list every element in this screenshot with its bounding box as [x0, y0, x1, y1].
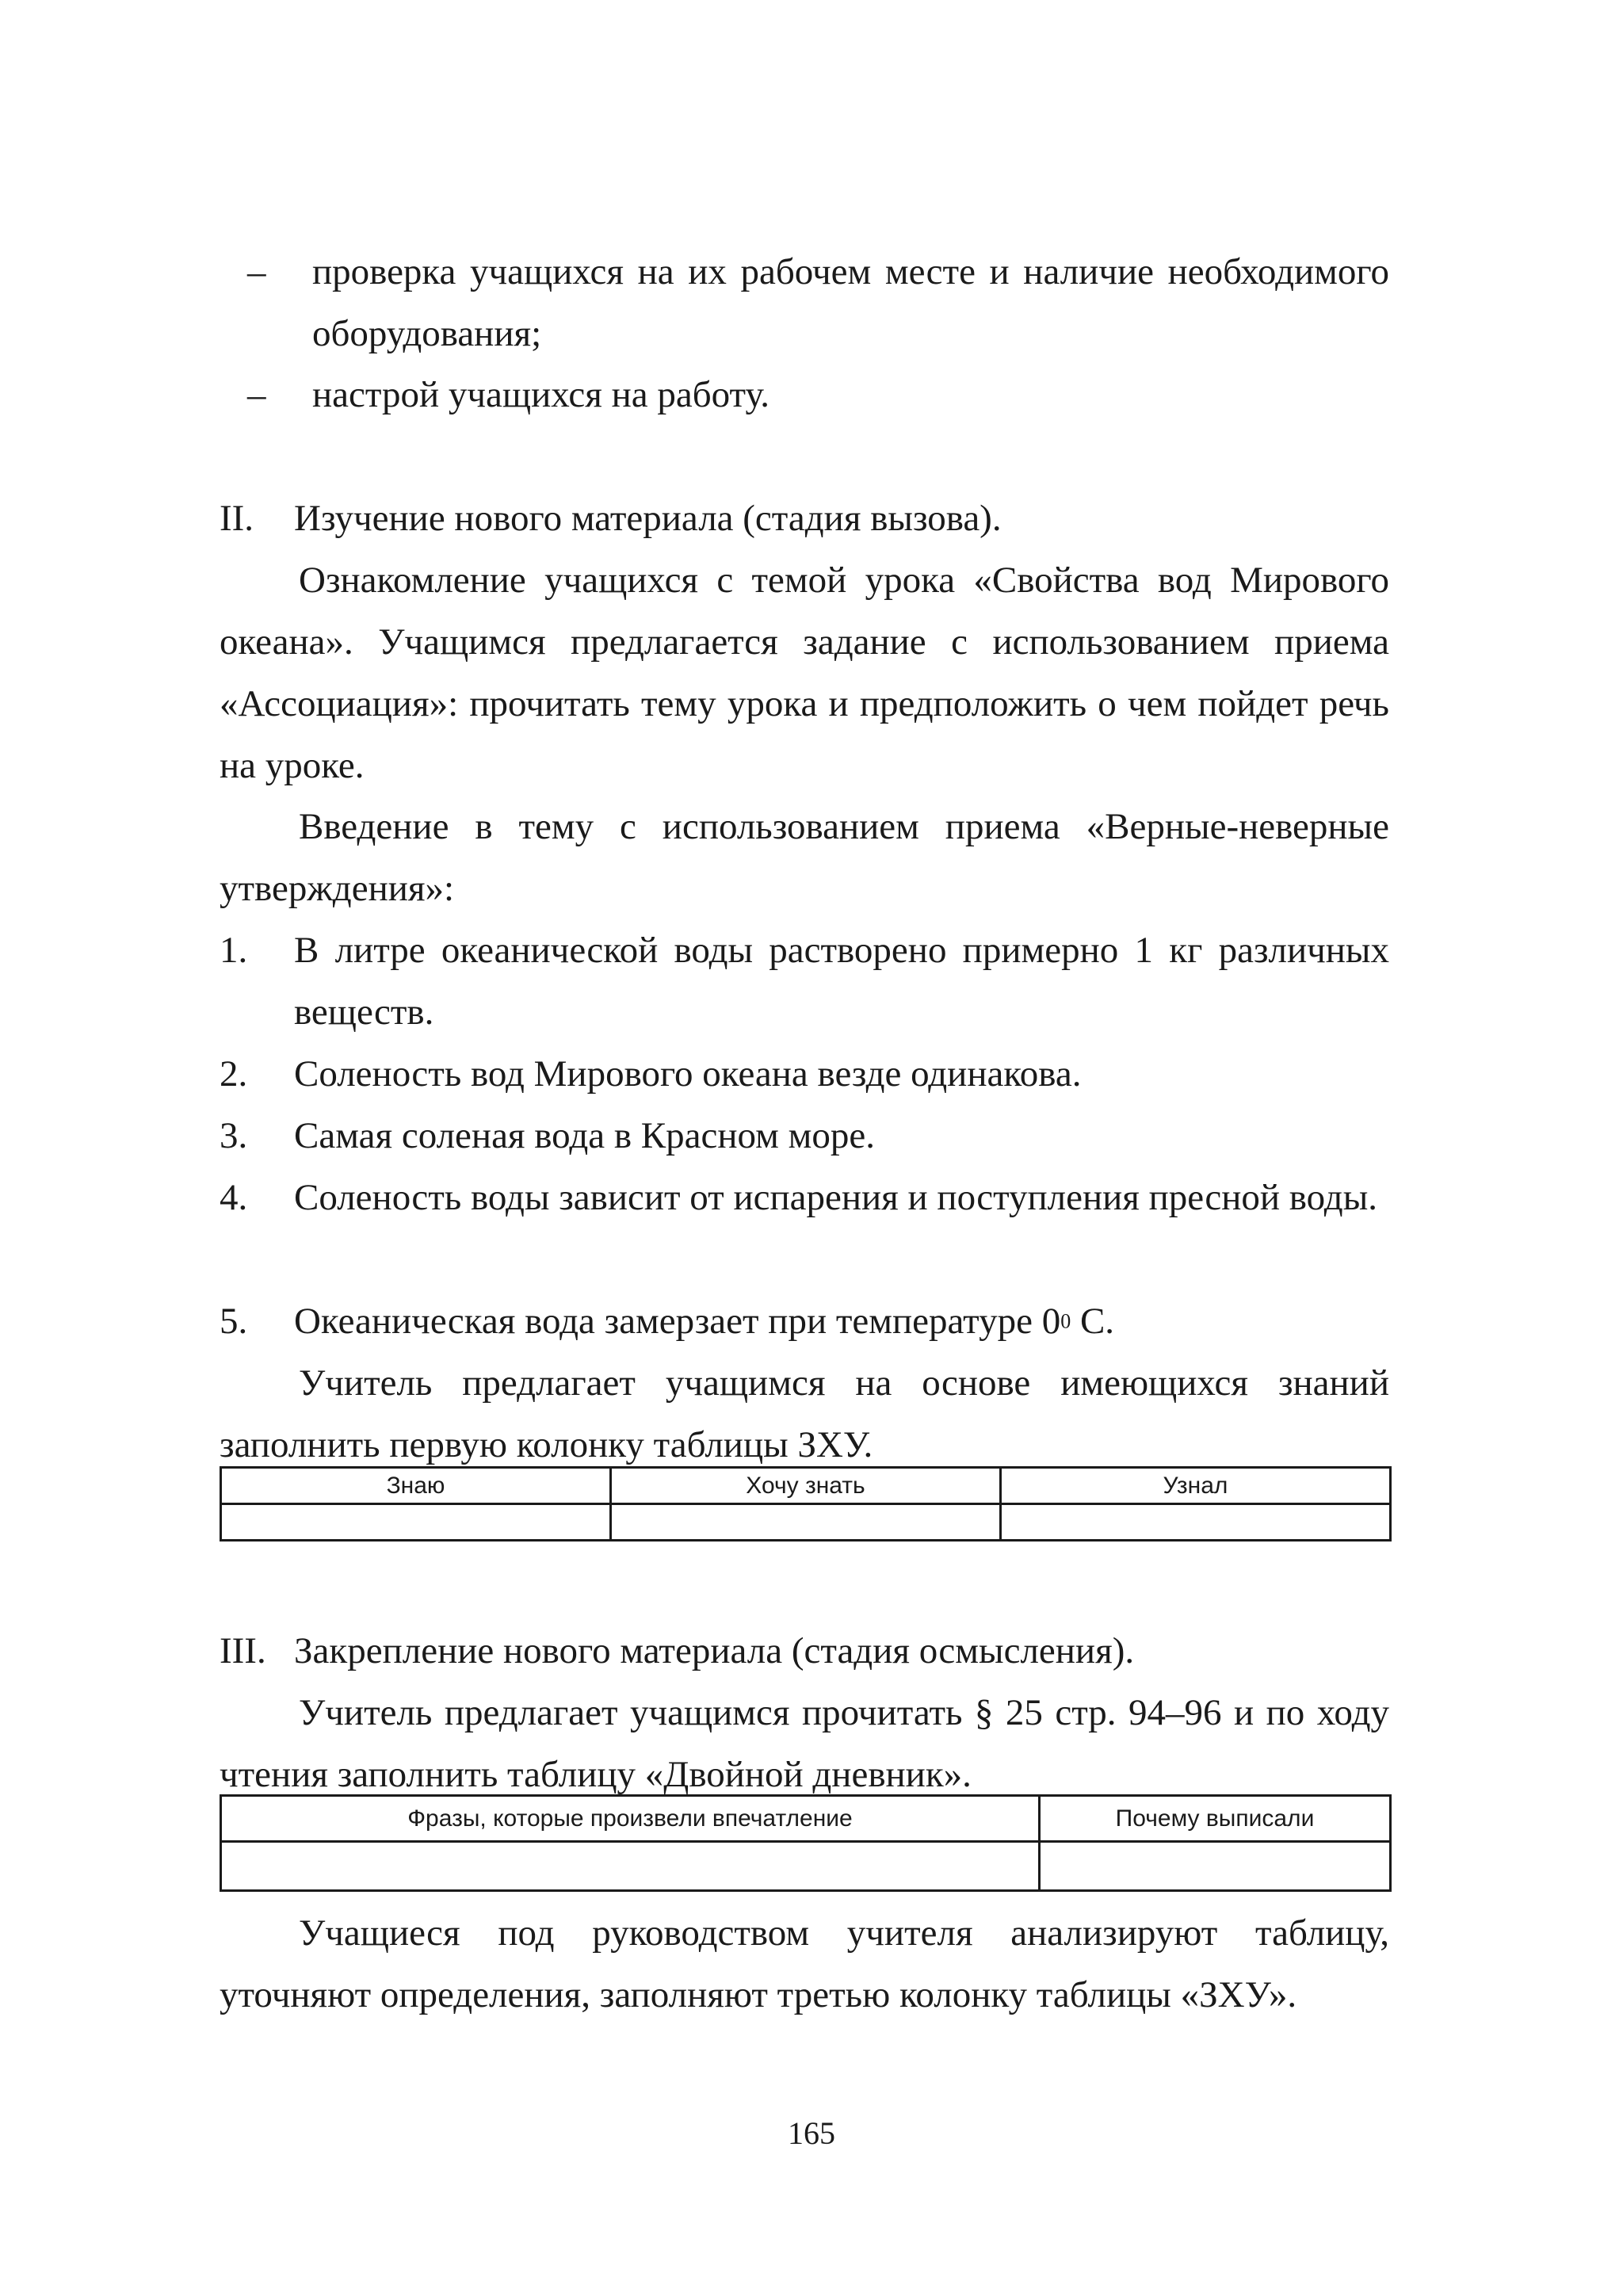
bullet-marker: – — [247, 374, 266, 415]
table-cell — [221, 1842, 1040, 1891]
table-cell — [221, 1504, 611, 1541]
statement-text: В литре океанической воды растворено примерно 1 кг различных веществ. — [294, 930, 1389, 1033]
bullet-text: настрой учащихся на работу. — [312, 374, 769, 415]
section-heading — [220, 487, 1389, 549]
statement-text: Самая соленая вода в Красном море. — [294, 1115, 875, 1156]
paragraph: Учитель предлагает учащимся прочитать § 25 стр. 94–96 и по ходу чтения заполнить таблицу «Двойной дневник». — [220, 1692, 1389, 1795]
statement-text: Соленость воды зависит от испарения и поступления пресной воды. — [294, 1177, 1378, 1218]
section-heading — [220, 1620, 1389, 1682]
table-header-cell: Узнал — [1001, 1468, 1391, 1504]
page-number: 165 — [788, 2115, 835, 2151]
section-heading-text: Изучение нового материала (стадия вызова). — [294, 498, 1002, 539]
statement-number: 3. — [220, 1115, 248, 1156]
statement-item — [220, 1290, 1389, 1352]
paragraph: Учащиеся под руководством учителя анализируют таблицу, уточняют определения, заполняют третью колонку таблицы «ЗХУ». — [220, 1912, 1389, 2015]
table-header-row — [221, 1796, 1391, 1842]
paragraph: Учитель предлагает учащимся на основе имеющихся знаний заполнить первую колонку таблицы ЗХУ. — [220, 1362, 1389, 1465]
bullet-item — [220, 241, 1389, 365]
statement-number: 5. — [220, 1301, 248, 1342]
section-heading-text: Закрепление нового материала (стадия осмысления). — [294, 1630, 1135, 1671]
bullet-text: проверка учащихся на их рабочем месте и наличие необходимого оборудования; — [312, 251, 1389, 354]
section-numeral: II. — [220, 498, 254, 539]
statement-text-unit: С. — [1071, 1301, 1115, 1342]
table-header-cell: Фразы, которые произвели впечатление — [221, 1796, 1040, 1842]
statement-text: Соленость вод Мирового океана везде одинакова. — [294, 1053, 1082, 1095]
table-header-cell: Знаю — [221, 1468, 611, 1504]
bullet-item — [220, 364, 1389, 426]
statement-number: 1. — [220, 930, 248, 971]
table-cell — [1001, 1504, 1391, 1541]
table-row — [221, 1842, 1391, 1891]
statement-number: 4. — [220, 1177, 248, 1218]
double-diary-table — [220, 1794, 1392, 1892]
paragraph: Ознакомление учащихся с темой урока «Свойства вод Мирового океана». Учащимся предлагается задание с использованием приема «Ассоциация»: прочитать тему урока и предположить о чем пойдет речь на уроке. — [220, 560, 1389, 786]
statement-item — [220, 1167, 1389, 1228]
bullet-marker: – — [247, 251, 266, 292]
table-cell — [1040, 1842, 1391, 1891]
statement-text-main: Океаническая вода замерзает при температуре 0 — [294, 1301, 1061, 1342]
statement-number: 2. — [220, 1053, 248, 1095]
table-cell — [611, 1504, 1001, 1541]
table-header-cell: Хочу знать — [611, 1468, 1001, 1504]
table-row — [221, 1504, 1391, 1541]
paragraph: Введение в тему с использованием приема «Верные-неверные утверждения»: — [220, 806, 1389, 909]
degree-superscript: 0 — [1060, 1309, 1071, 1333]
section-numeral: III. — [220, 1630, 266, 1671]
statement-text — [220, 1290, 1389, 1352]
statement-item — [220, 1043, 1389, 1105]
zhu-table — [220, 1466, 1392, 1541]
statement-item — [220, 919, 1389, 1043]
table-header-cell: Почему выписали — [1040, 1796, 1391, 1842]
table-header-row — [221, 1468, 1391, 1504]
statement-item — [220, 1105, 1389, 1167]
